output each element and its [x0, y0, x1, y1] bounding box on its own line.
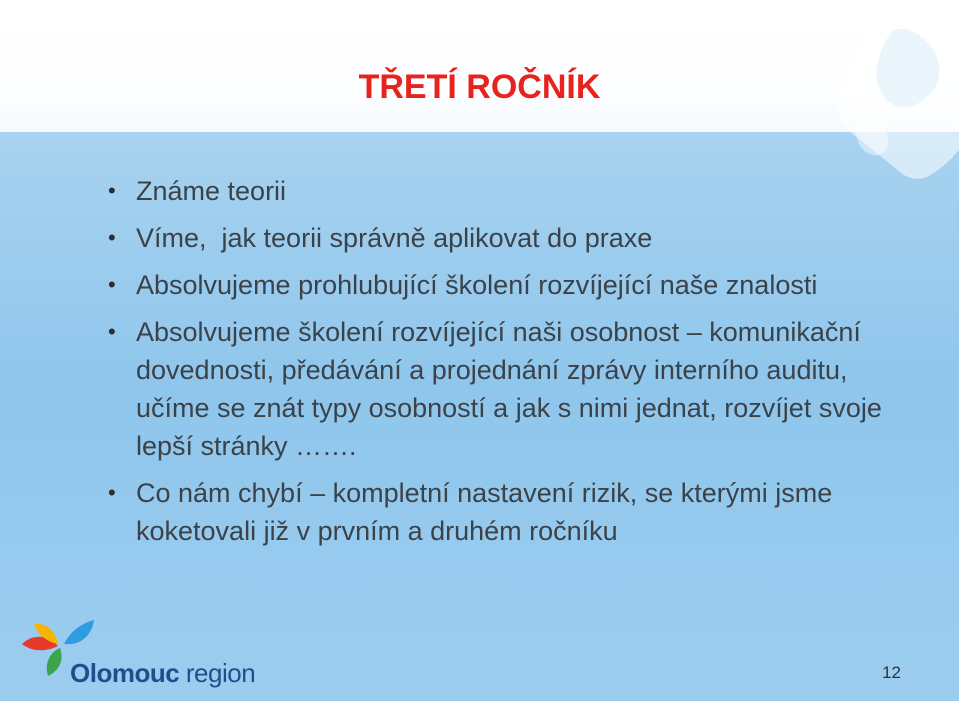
list-item [108, 474, 908, 550]
list-item-text: Co nám chybí – kompletní nastavení rizik, se kterými jsme koketovali již v prvním a druhém ročníku [136, 478, 833, 546]
bullet-icon: • [108, 480, 116, 505]
bullet-icon: • [108, 178, 116, 203]
list-item [108, 313, 908, 465]
list-item [108, 266, 908, 304]
bullet-icon: • [108, 319, 116, 344]
list-item-text: Známe teorii [136, 176, 287, 206]
list-item [108, 219, 908, 257]
bullet-icon: • [108, 272, 116, 297]
bullet-icon: • [108, 225, 116, 250]
logo-wordmark [70, 658, 255, 689]
list-item [108, 172, 908, 210]
list-item-text: Absolvujeme prohlubující školení rozvíjející naše znalosti [136, 270, 818, 300]
list-item-text: Víme, jak teorii správně aplikovat do praxe [136, 223, 653, 253]
logo-name-regular: region [179, 658, 256, 688]
bullet-list [108, 172, 908, 559]
olomouc-region-logo [20, 618, 255, 694]
logo-name-bold: Olomouc [70, 658, 180, 688]
slide-title: TŘETÍ ROČNÍK [358, 68, 601, 106]
list-item-text: Absolvujeme školení rozvíjející naši osobnost – komunikační dovednosti, předávání a projednání zprávy interního auditu, učíme se znát typy osobností a jak s nimi jednat, rozvíjet svoje lepší stránky ……. [136, 317, 882, 461]
page-number: 12 [882, 663, 901, 682]
